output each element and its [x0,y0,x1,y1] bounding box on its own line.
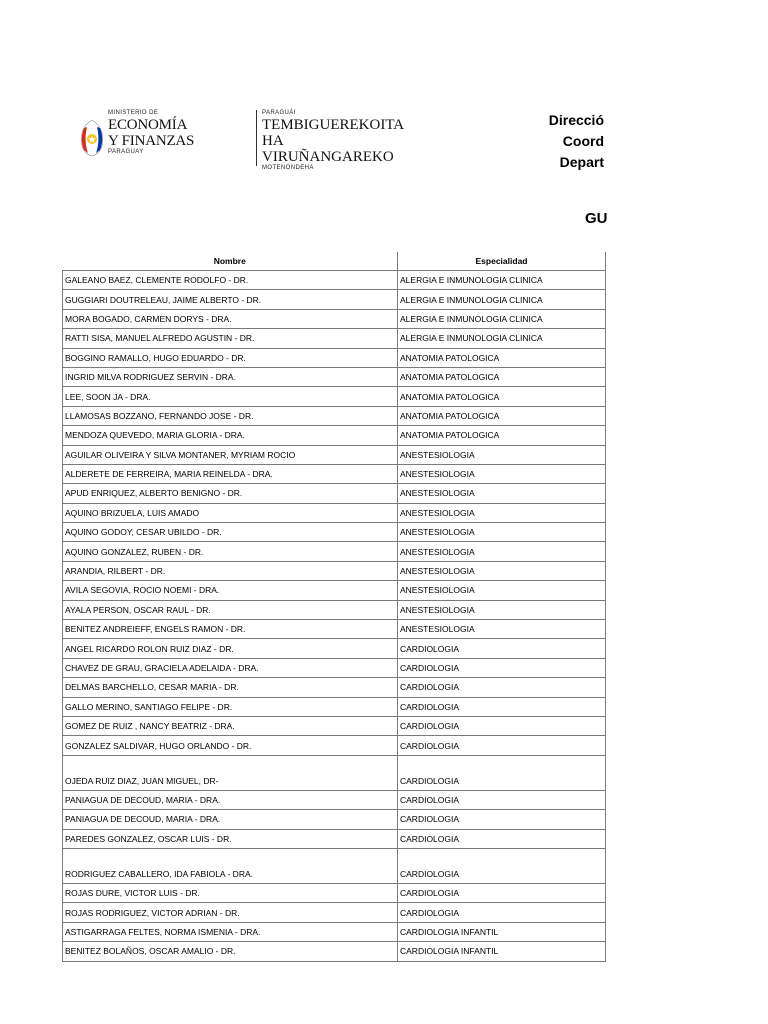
cell-especialidad: ALERGIA E INMUNOLOGIA CLINICA [398,271,606,290]
cell-especialidad: CARDIOLOGIA [398,678,606,697]
cell-especialidad: CARDIOLOGIA [398,716,606,735]
cell-nombre: ROJAS DURE, VICTOR LUIS - DR. [63,883,398,902]
table-row [63,790,606,809]
cell-nombre: AVILA SEGOVIA, ROCIO NOEMI - DRA. [63,581,398,600]
cell-nombre: AQUINO BRIZUELA, LUIS AMADO [63,503,398,522]
table-row [63,367,606,386]
table-row [63,387,606,406]
header-line-2: Coord [562,133,604,149]
cell-especialidad: CARDIOLOGIA [398,697,606,716]
cell-especialidad: CARDIOLOGIA INFANTIL [398,942,606,961]
cell-nombre: RODRIGUEZ CABALLERO, IDA FABIOLA - DRA. [63,848,398,883]
cell-especialidad: ALERGIA E INMUNOLOGIA CLINICA [398,309,606,328]
cell-especialidad: CARDIOLOGIA [398,810,606,829]
cell-nombre: MENDOZA QUEVEDO, MARIA GLORIA - DRA. [63,426,398,445]
cell-especialidad: CARDIOLOGIA INFANTIL [398,922,606,941]
cell-especialidad: ANESTESIOLOGIA [398,620,606,639]
cell-nombre: INGRID MILVA RODRIGUEZ SERVIN - DRA. [63,367,398,386]
cell-nombre: RATTI SISA, MANUEL ALFREDO AGUSTIN - DR. [63,329,398,348]
table-row [63,426,606,445]
table-row [63,309,606,328]
cell-nombre: ASTIGARRAGA FELTES, NORMA ISMENIA - DRA. [63,922,398,941]
header-line-1: Direcció [548,112,604,128]
cell-nombre: GALLO MERINO, SANTIAGO FELIPE - DR. [63,697,398,716]
table-row [63,581,606,600]
guarani-small-label: PARAGUÁI [262,110,296,116]
cell-nombre: OJEDA RUIZ DIAZ, JUAN MIGUEL, DR- [63,755,398,790]
cell-nombre: AGUILAR OLIVEIRA Y SILVA MONTANER, MYRIAM ROCIO [63,445,398,464]
cell-nombre: GUGGIARI DOUTRELEAU, JAIME ALBERTO - DR. [63,290,398,309]
cell-especialidad: ALERGIA E INMUNOLOGIA CLINICA [398,290,606,309]
doctors-table [62,252,606,962]
cell-especialidad: ANESTESIOLOGIA [398,445,606,464]
table-row [63,639,606,658]
cell-especialidad: CARDIOLOGIA [398,883,606,902]
table-row [63,348,606,367]
cell-especialidad: ALERGIA E INMUNOLOGIA CLINICA [398,329,606,348]
cell-especialidad: ANATOMIA PATOLOGICA [398,406,606,425]
cell-nombre: DELMAS BARCHELLO, CESAR MARIA - DR. [63,678,398,697]
table-row [63,678,606,697]
paraguay-emblem-icon [78,118,106,158]
cell-nombre: GONZALEZ SALDIVAR, HUGO ORLANDO - DR. [63,736,398,755]
cell-nombre: PAREDES GONZALEZ, OSCAR LUIS - DR. [63,829,398,848]
document-header [504,110,604,173]
table-row [63,406,606,425]
guarani-name-line2: HA VIRUÑANGAREKO [262,133,394,165]
ministry-name-line2: Y FINANZAS [108,133,195,149]
logo-divider [256,110,257,166]
cell-nombre: ROJAS RODRIGUEZ, VICTOR ADRIAN - DR. [63,903,398,922]
cell-especialidad: ANESTESIOLOGIA [398,542,606,561]
table-row [63,829,606,848]
table-row [63,810,606,829]
cell-especialidad: ANATOMIA PATOLOGICA [398,426,606,445]
cell-nombre: BOGGINO RAMALLO, HUGO EDUARDO - DR. [63,348,398,367]
cell-nombre: LLAMOSAS BOZZANO, FERNANDO JOSE - DR. [63,406,398,425]
table-header-row [63,252,606,271]
cell-especialidad: ANATOMIA PATOLOGICA [398,348,606,367]
table-row [63,620,606,639]
cell-nombre: BENITEZ BOLAÑOS, OSCAR AMALIO - DR. [63,942,398,961]
cell-nombre: PANIAGUA DE DECOUD, MARIA - DRA. [63,790,398,809]
guarani-bottom-label: MOTENONDEHA [262,165,314,171]
cell-especialidad: ANESTESIOLOGIA [398,561,606,580]
table-row [63,658,606,677]
ministry-country-label: PARAGUAY [108,149,144,155]
column-header-especialidad: Especialidad [398,252,606,271]
table-row [63,290,606,309]
cell-especialidad: CARDIOLOGIA [398,848,606,883]
cell-especialidad: CARDIOLOGIA [398,755,606,790]
ministry-name-line1: ECONOMÍA [108,117,188,133]
table-row [63,484,606,503]
cell-especialidad: ANESTESIOLOGIA [398,484,606,503]
column-header-nombre: Nombre [63,252,398,271]
cell-nombre: GALEANO BAEZ, CLEMENTE RODOLFO - DR. [63,271,398,290]
ministry-logo [76,110,405,171]
table-row [63,903,606,922]
cell-especialidad: CARDIOLOGIA [398,829,606,848]
cell-especialidad: CARDIOLOGIA [398,903,606,922]
header-line-3: Depart [559,154,604,170]
cell-especialidad: ANESTESIOLOGIA [398,600,606,619]
table-row [63,922,606,941]
cell-especialidad: CARDIOLOGIA [398,639,606,658]
document-title: GU [585,210,608,227]
table-row [63,445,606,464]
table-row [63,464,606,483]
cell-nombre: ANGEL RICARDO ROLON RUIZ DIAZ - DR. [63,639,398,658]
ministry-small-label: MINISTERIO DE [108,110,159,116]
table-row [63,561,606,580]
table-row [63,848,606,883]
table-row [63,600,606,619]
guarani-name-line1: TEMBIGUEREKOITA [262,117,405,133]
table-row [63,697,606,716]
cell-nombre: GOMEZ DE RUIZ , NANCY BEATRIZ - DRA. [63,716,398,735]
table-row [63,523,606,542]
cell-nombre: CHAVEZ DE GRAU, GRACIELA ADELAIDA - DRA. [63,658,398,677]
cell-nombre: MORA BOGADO, CARMEN DORYS - DRA. [63,309,398,328]
cell-especialidad: CARDIOLOGIA [398,658,606,677]
cell-especialidad: CARDIOLOGIA [398,790,606,809]
cell-nombre: BENITEZ ANDREIEFF, ENGELS RAMON - DR. [63,620,398,639]
cell-nombre: AQUINO GONZALEZ, RUBEN - DR. [63,542,398,561]
cell-nombre: AYALA PERSON, OSCAR RAUL - DR. [63,600,398,619]
cell-nombre: PANIAGUA DE DECOUD, MARIA - DRA. [63,810,398,829]
cell-especialidad: ANATOMIA PATOLOGICA [398,387,606,406]
table-row [63,271,606,290]
cell-especialidad: CARDIOLOGIA [398,736,606,755]
cell-especialidad: ANESTESIOLOGIA [398,464,606,483]
table-row [63,542,606,561]
table-row [63,755,606,790]
table-row [63,736,606,755]
cell-nombre: APUD ENRIQUEZ, ALBERTO BENIGNO - DR. [63,484,398,503]
cell-especialidad: ANESTESIOLOGIA [398,503,606,522]
table-row [63,942,606,961]
cell-especialidad: ANESTESIOLOGIA [398,581,606,600]
table-row [63,329,606,348]
cell-especialidad: ANESTESIOLOGIA [398,523,606,542]
cell-especialidad: ANATOMIA PATOLOGICA [398,367,606,386]
table-row [63,503,606,522]
table-row [63,883,606,902]
cell-nombre: LEE, SOON JA - DRA. [63,387,398,406]
cell-nombre: ALDERETE DE FERREIRA, MARIA REINELDA - DRA. [63,464,398,483]
table-row [63,716,606,735]
cell-nombre: ARANDIA, RILBERT - DR. [63,561,398,580]
cell-nombre: AQUINO GODOY, CESAR UBILDO - DR. [63,523,398,542]
